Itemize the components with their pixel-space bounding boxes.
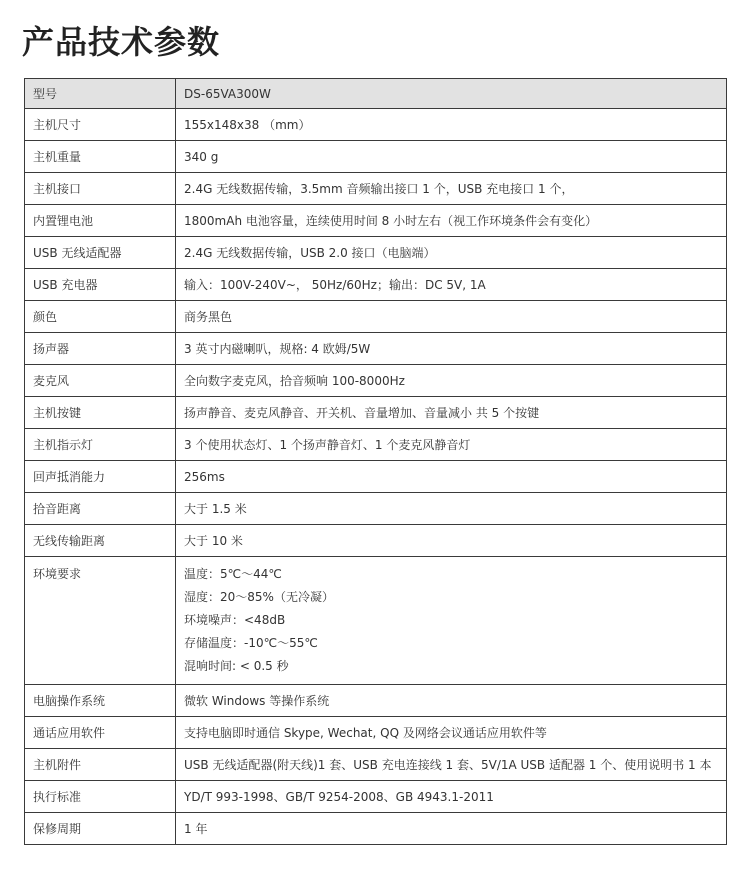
row-value: 1 年	[176, 813, 727, 845]
table-row	[25, 525, 727, 557]
table-row	[25, 749, 727, 781]
table-row	[25, 333, 727, 365]
row-value: 全向数字麦克风，拾音频响 100-8000Hz	[176, 365, 727, 397]
row-value: 155x148x38 （mm）	[176, 109, 727, 141]
row-label: 拾音距离	[25, 493, 176, 525]
row-label: 电脑操作系统	[25, 685, 176, 717]
table-row	[25, 685, 727, 717]
row-label: 主机按键	[25, 397, 176, 429]
row-label: 通话应用软件	[25, 717, 176, 749]
table-row	[25, 717, 727, 749]
row-value: 大于 1.5 米	[176, 493, 727, 525]
environment-label: 环境要求	[25, 557, 176, 685]
table-row	[25, 781, 727, 813]
row-value: 微软 Windows 等操作系统	[176, 685, 727, 717]
table-row	[25, 173, 727, 205]
table-row	[25, 813, 727, 845]
environment-row	[25, 557, 727, 685]
spec-table	[24, 78, 727, 845]
environment-values	[176, 557, 727, 685]
row-label: 主机尺寸	[25, 109, 176, 141]
table-row	[25, 429, 727, 461]
table-row	[25, 205, 727, 237]
table-row	[25, 493, 727, 525]
environment-line: 湿度：20～85%（无冷凝）	[184, 590, 334, 604]
row-label: 执行标准	[25, 781, 176, 813]
row-label: USB 充电器	[25, 269, 176, 301]
row-label: 回声抵消能力	[25, 461, 176, 493]
table-header-row	[25, 79, 727, 109]
model-value: DS-65VA300W	[176, 79, 727, 109]
row-value: 大于 10 米	[176, 525, 727, 557]
row-value: 支持电脑即时通信 Skype, Wechat, QQ 及网络会议通话应用软件等	[176, 717, 727, 749]
row-value: 3 英寸内磁喇叭，规格: 4 欧姆/5W	[176, 333, 727, 365]
environment-line: 环境噪声：<48dB	[184, 613, 286, 627]
row-value: 256ms	[176, 461, 727, 493]
row-label: 扬声器	[25, 333, 176, 365]
table-row	[25, 461, 727, 493]
row-label: 保修周期	[25, 813, 176, 845]
table-row	[25, 301, 727, 333]
row-label: 无线传输距离	[25, 525, 176, 557]
row-value: 扬声静音、麦克风静音、开关机、音量增加、音量减小 共 5 个按键	[176, 397, 727, 429]
row-value: 1800mAh 电池容量，连续使用时间 8 小时左右（视工作环境条件会有变化）	[176, 205, 727, 237]
row-value: USB 无线适配器(附天线)1 套、USB 充电连接线 1 套、5V/1A USB 适配器 1 个、使用说明书 1 本	[176, 749, 727, 781]
table-row	[25, 365, 727, 397]
table-row	[25, 269, 727, 301]
table-row	[25, 109, 727, 141]
table-row	[25, 141, 727, 173]
row-label: 内置锂电池	[25, 205, 176, 237]
row-label: 主机接口	[25, 173, 176, 205]
row-value: YD/T 993-1998、GB/T 9254-2008、GB 4943.1-2011	[176, 781, 727, 813]
row-value: 商务黑色	[176, 301, 727, 333]
row-value: 2.4G 无线数据传输，USB 2.0 接口（电脑端）	[176, 237, 727, 269]
row-value: 2.4G 无线数据传输，3.5mm 音频输出接口 1 个，USB 充电接口 1 个，	[176, 173, 727, 205]
table-row	[25, 237, 727, 269]
model-label: 型号	[25, 79, 176, 109]
environment-line: 混响时间: < 0.5 秒	[184, 659, 289, 673]
row-label: 主机重量	[25, 141, 176, 173]
row-label: 麦克风	[25, 365, 176, 397]
row-label: 主机指示灯	[25, 429, 176, 461]
row-value: 340 g	[176, 141, 727, 173]
environment-line: 存储温度：-10℃～55℃	[184, 636, 318, 650]
row-value: 输入：100V-240V~， 50Hz/60Hz；输出：DC 5V, 1A	[176, 269, 727, 301]
page-title: 产品技术参数	[22, 23, 221, 61]
row-label: USB 无线适配器	[25, 237, 176, 269]
row-label: 主机附件	[25, 749, 176, 781]
environment-line: 温度：5℃～44℃	[184, 567, 282, 581]
row-label: 颜色	[25, 301, 176, 333]
row-value: 3 个使用状态灯、1 个扬声静音灯、1 个麦克风静音灯	[176, 429, 727, 461]
table-row	[25, 397, 727, 429]
